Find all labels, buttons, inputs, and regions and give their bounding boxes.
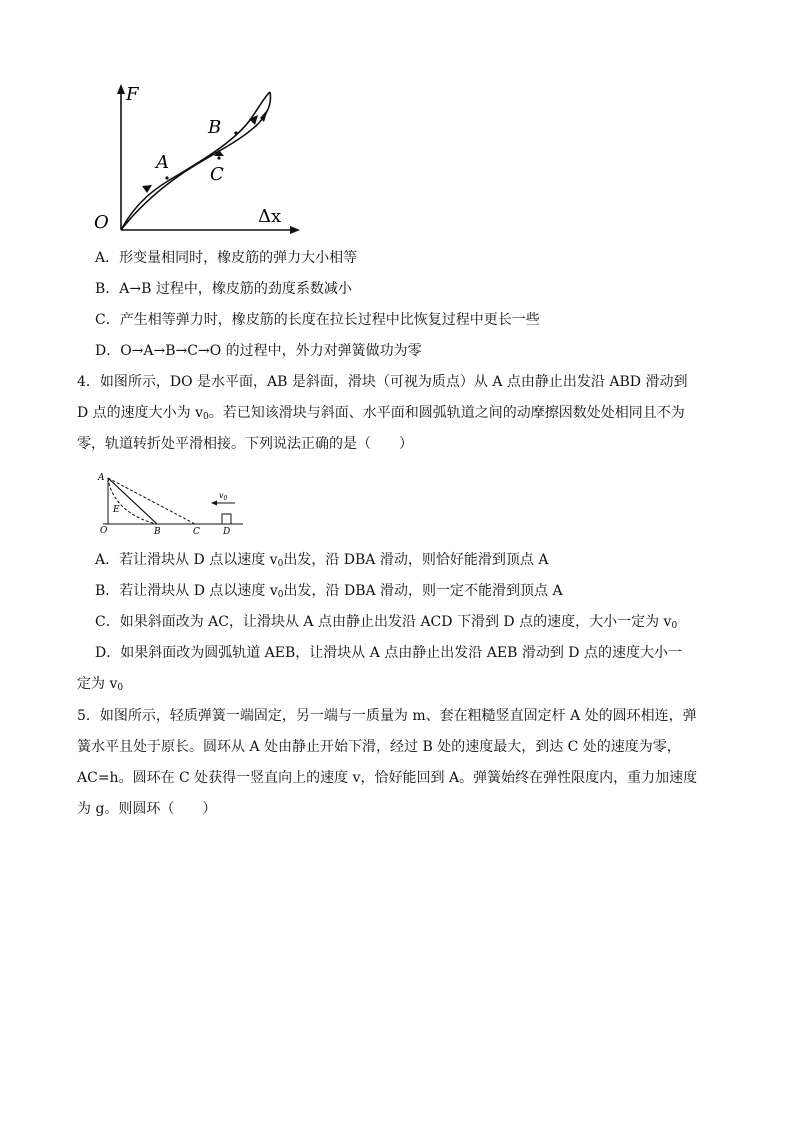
fig2-label-A: A xyxy=(98,473,105,483)
fig2-label-D: D xyxy=(223,527,231,536)
incline-figure xyxy=(95,466,250,536)
incline-AB xyxy=(108,478,157,524)
label-C: C xyxy=(210,164,224,185)
label-B: B xyxy=(208,117,222,138)
q4-stem-line2: D 点的速度大小为 $v_0$。若已知该滑块与斜面、水平面和圆弧轨道之间的动摩擦因数处处相同且不为 xyxy=(77,405,685,422)
q5-stem-line1: 5．如图所示，轻质弹簧一端固定，另一端与一质量为 m、套在粗糙竖直固定杆 A 处的圆环相连，弹 xyxy=(77,708,697,724)
q5-stem-line3: AC=h。圆环在 C 处获得一竖直向上的速度 v，恰好能回到 A。弹簧始终在弹性限度内，重力加速度 xyxy=(77,770,698,786)
fig2-label-O: O xyxy=(100,526,108,536)
point-C xyxy=(217,156,220,159)
y-axis-arrow xyxy=(117,84,125,94)
force-extension-figure xyxy=(88,78,313,238)
q3-option-c: C．产生相等弹力时，橡皮筋的长度在拉长过程中比恢复过程中更长一些 xyxy=(95,312,540,328)
q3-option-d: D．O→A→B→C→O 的过程中，外力对弹簧做功为零 xyxy=(95,343,422,359)
point-B xyxy=(234,131,237,134)
q4-stem-line3: 零，轨道转折处平滑相接。下列说法正确的是（ ） xyxy=(77,436,413,452)
incline-AC xyxy=(108,478,195,524)
fig2-label-v0: $v_0$ xyxy=(219,491,228,502)
fig2-label-B: B xyxy=(154,527,161,536)
q4-option-b: B．若让滑块从 D 点以速度 $v_0$出发，沿 DBA 滑动，则一定不能滑到顶点 A xyxy=(95,583,563,600)
q4-stem-line1: 4．如图所示，DO 是水平面，AB 是斜面，滑块（可视为质点）从 A 点由静止出发沿 ABD 滑动到 xyxy=(77,374,688,390)
curve-arrow-top xyxy=(249,115,258,125)
label-A: A xyxy=(156,152,169,173)
x-axis-arrow xyxy=(290,226,300,234)
fig2-label-C: C xyxy=(193,527,200,536)
label-F: F xyxy=(126,84,139,105)
label-O: O xyxy=(94,212,109,233)
q4-option-d-line1: D．如果斜面改为圆弧轨道 AEB，让滑块从 A 点由静止出发沿 AEB 滑动到 D 点的速度大小一 xyxy=(95,645,682,661)
q5-stem-line4: 为 g。则圆环（ ） xyxy=(77,801,217,817)
q3-option-b: B．A→B 过程中，橡皮筋的劲度系数减小 xyxy=(95,281,352,297)
q4-option-d-line2: 定为 $v_0$ xyxy=(77,676,124,693)
q3-option-a: A．形变量相同时，橡皮筋的弹力大小相等 xyxy=(95,250,358,266)
q4-option-a: A．若让滑块从 D 点以速度 $v_0$出发，沿 DBA 滑动，则恰好能滑到顶点 A xyxy=(95,552,549,569)
velocity-arrowhead xyxy=(211,501,217,506)
recovering-curve xyxy=(121,92,271,230)
point-A xyxy=(165,176,168,179)
q4-option-c: C．如果斜面改为 AC，让滑块从 A 点由静止出发沿 ACD 下滑到 D 点的速度，大小一定为 $v_0$ xyxy=(95,614,678,631)
fig2-label-E: E xyxy=(113,505,120,515)
label-dx: Δx xyxy=(258,206,282,227)
curve-arrow-up xyxy=(142,185,152,193)
block-D xyxy=(222,514,231,524)
q5-stem-line2: 簧水平且处于原长。圆环从 A 处由静止开始下滑，经过 B 处的速度最大，到达 C 处的速度为零， xyxy=(77,739,681,755)
stretching-curve xyxy=(121,92,270,230)
